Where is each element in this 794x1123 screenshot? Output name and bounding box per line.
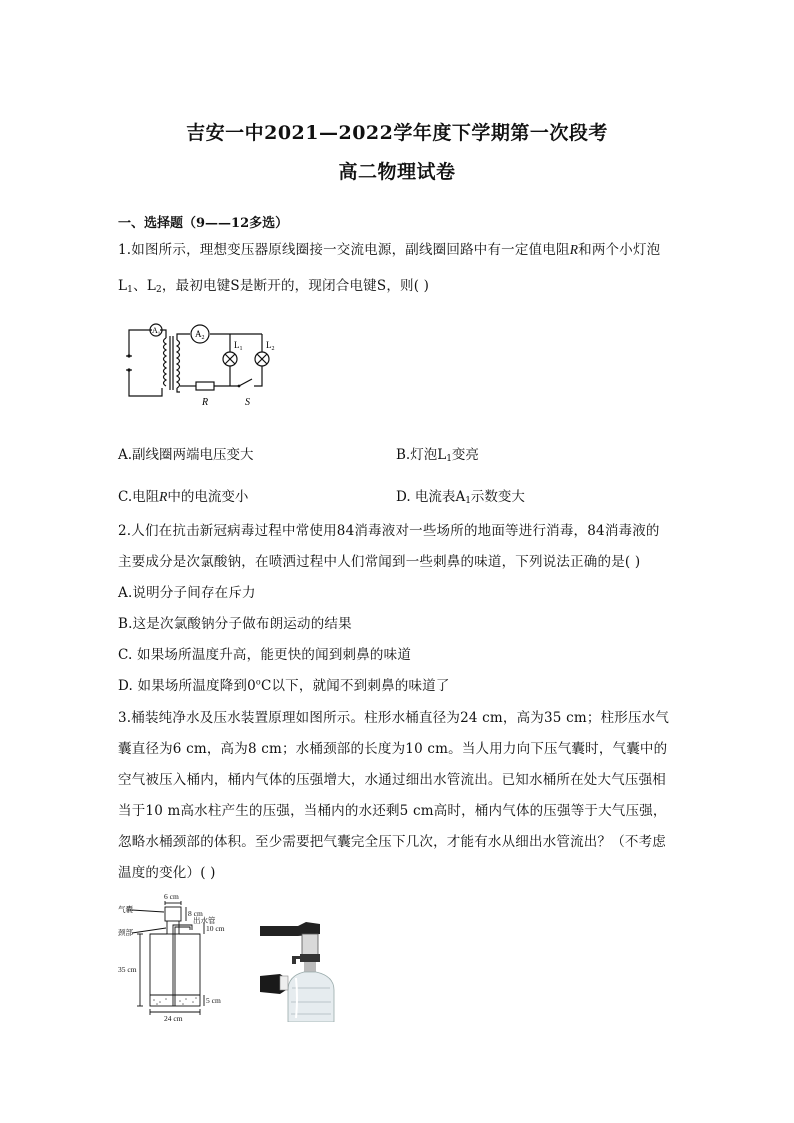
q1-option-a: A.副线圈两端电压变大 — [118, 447, 254, 463]
q2-stem-line1: 2.人们在抗击新冠病毒过程中常使用84消毒液对一些场所的地面等进行消毒，84消毒液的 — [118, 523, 660, 539]
q2-option-b: B.这是次氯酸钠分子做布朗运动的结果 — [118, 616, 352, 632]
q1-r-symbol: R — [569, 242, 579, 257]
q1-option-c: C.电阻R中的电流变小 — [118, 489, 249, 505]
q3-stem-line1: 3.桶装纯净水及压水装置原理如图所示。柱形水桶直径为24 cm，高为35 cm；柱形压水气 — [118, 710, 670, 726]
q3-fig-35cm: 35 cm — [118, 965, 137, 974]
q3-stem-line6: 温度的变化）( ) — [118, 865, 216, 881]
q2-option-c: C. 如果场所温度升高，能更快的闻到刺鼻的味道 — [118, 647, 412, 663]
q1-fig-s-label: S — [245, 397, 250, 408]
q3-fig-outlet-label: 出水管 — [193, 916, 216, 925]
q2-option-a: A.说明分子间存在斥力 — [118, 585, 256, 601]
q3-fig-5cm: 5 cm — [206, 996, 221, 1005]
q3-fig-10cm: 10 cm — [206, 924, 225, 933]
q1-option-b: B.灯泡$L_1$变亮 — [396, 447, 479, 464]
q1-text-end: 和两个小灯泡 — [578, 242, 661, 258]
q1-text: 1.如图所示，理想变压器原线圈接一交流电源，副线圈回路中有一定值电阻 — [118, 242, 570, 258]
q1-stem-line2 — [118, 274, 429, 295]
q1-fig-l2-label: $L_2$ — [266, 340, 275, 352]
exam-subtitle: 高二物理试卷 — [338, 161, 456, 183]
q1-stem-line1 — [118, 238, 660, 258]
q1-l2: L — [146, 278, 156, 294]
q3-stem-line3: 空气被压入桶内，桶内气体的压强增大，水通过细出水管流出。已知水桶所在处大气压强相 — [118, 772, 666, 788]
q3-stem-line5: 忽略水桶颈部的体积。至少需要把气囊完全压下几次，才能有水从细出水管流出？（不考虑 — [118, 834, 666, 850]
q1-circuit-diagram — [118, 316, 278, 412]
q3-pump-photo — [258, 918, 358, 1022]
q1-sep: 、 — [133, 278, 147, 294]
q1-fig-a2-label: $A_2$ — [195, 329, 205, 341]
q1-fig-a1-label: $A_1$ — [152, 326, 161, 337]
q3-bucket-schematic — [118, 892, 238, 1022]
q3-fig-8cm: 8 cm — [188, 909, 203, 918]
q1-fig-l1-label: $L_1$ — [234, 340, 243, 352]
q1-l1: L — [118, 278, 128, 294]
q3-stem-line4: 当于10 m高水柱产生的压强，当桶内的水还剩5 cm高时，桶内气体的压强等于大气压强， — [118, 803, 667, 819]
q1-option-d: D. 电流表$A_1$示数变大 — [396, 489, 525, 506]
exam-title: 吉安一中2021—2022学年度下学期第一次段考 — [186, 122, 608, 144]
q2-option-d: D. 如果场所温度降到0$^o$C以下，就闻不到刺鼻的味道了 — [118, 677, 450, 694]
q3-fig-24cm: 24 cm — [164, 1014, 183, 1022]
q3-fig-6cm: 6 cm — [164, 892, 179, 901]
q1-l2-sub: 2 — [155, 285, 162, 295]
q3-fig-airbag-label: 气囊 — [118, 905, 133, 914]
q1-line2-rest: ，最初电键S是断开的，现闭合电键S，则( ) — [161, 278, 430, 294]
q1-l1-sub: 1 — [127, 285, 134, 295]
q2-stem-line2: 主要成分是次氯酸钠，在喷洒过程中人们常闻到一些刺鼻的味道，下列说法正确的是( ) — [118, 554, 641, 570]
q3-fig-neck-label: 颈部 — [118, 928, 133, 937]
section-heading: 一、选择题（9——12多选） — [118, 216, 289, 231]
q1-fig-r-label: R — [202, 397, 209, 408]
q3-stem-line2: 囊直径为6 cm，高为8 cm；水桶颈部的长度为10 cm。当人用力向下压气囊时，气囊中的 — [118, 741, 668, 757]
